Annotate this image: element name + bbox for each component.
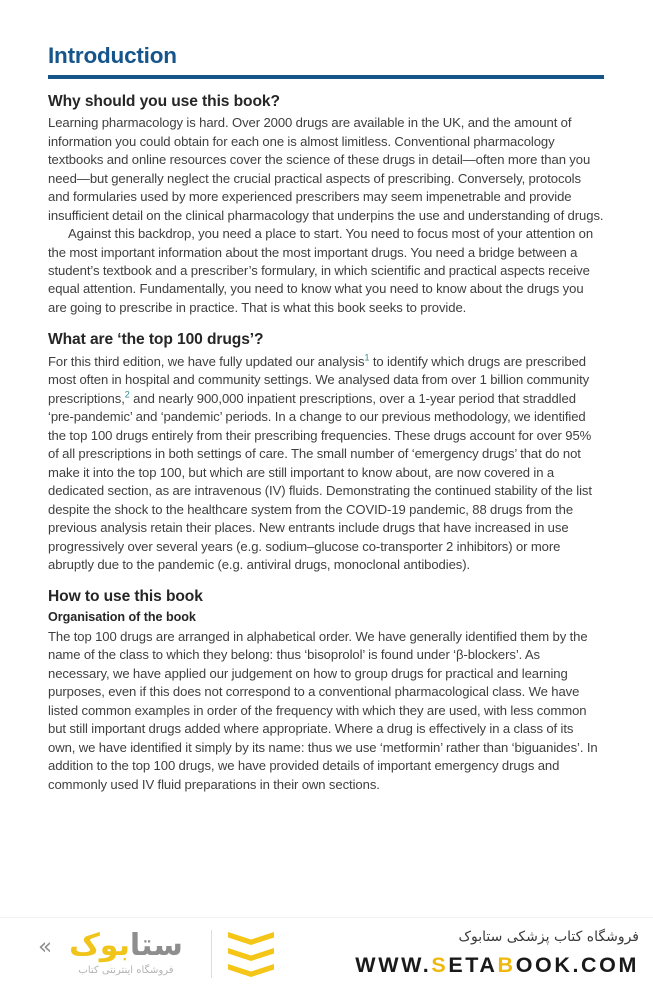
url-letters-eta: ETA — [448, 953, 498, 977]
chapter-title: Introduction — [48, 43, 177, 68]
reference-marker-2[interactable]: 2 — [124, 389, 130, 400]
url-suffix: OOK.COM — [515, 953, 639, 977]
chevron-icon-top — [228, 932, 274, 945]
logo-chevron-icon: « — [38, 934, 53, 960]
paragraph-top-100 — [48, 353, 604, 574]
chevron-icon-middle — [228, 948, 274, 961]
reference-marker-1[interactable]: 1 — [364, 352, 370, 363]
top-100-text-part-3: and nearly 900,000 inpatient prescriptions, over a 1-year period that straddled ‘pre-pandemic’ and ‘pandemic’ periods. In a change to our previous methodology, we identified the top 100 drugs entirely from their prescribing frequencies. These drugs account for over 95% of all prescriptions in both settings of care. The small number of ‘emergency drugs’ that do not make it into the top 100, but which are still important to know about, are now covered in a dedicated section, as are intravenous (IV) fluids. Demonstrating the continued stability of the list despite the shock to the healthcare system from the COVID-19 pandemic, 88 drugs from the previous analysis retain their places. New entrants include drugs that have increased in use progressively over several years (e.g. sodium–glucose co-transporter 2 inhibitors) or more abruptly due to the pandemic (e.g. antiviral drugs, monoclonal antibodies). — [48, 390, 592, 572]
url-letter-b: B — [497, 953, 516, 977]
top-100-text-part-2: to identify which drugs are prescribed most often in hospital and community settings. We analysed data from over 1 billion community prescriptions, — [48, 354, 590, 406]
paragraph-organisation: The top 100 drugs are arranged in alphabetical order. We have generally identified them by the name of the class to which they belong: thus ‘bisoprolol’ is found under ‘β-blockers’. As necessary, we have applied our judgement on how to group drugs for practical and learning purposes, even if this does not correspond to a conventional pharmacological class. We have listed common examples in order of the frequency with which they are used, with less common but still important drugs added where appropriate. Where a drug is effectively in a class of its own, we have identified it simply by its name: thus we use ‘metformin’ rather than ‘biguanides’. In addition to the top 100 drugs, we have provided details of important emergency drugs and commonly used IV fluid preparations in their own sections. — [48, 628, 598, 792]
subheading-organisation-of-the-book: Organisation of the book — [48, 610, 196, 625]
url-prefix: WWW. — [355, 953, 432, 977]
section-heading-why-use-this-book: Why should you use this book? — [48, 92, 280, 110]
top-100-text-part-1: For this third edition, we have fully updated our analysis — [48, 354, 365, 370]
page-content — [48, 44, 604, 794]
paragraph-why-use-1: Learning pharmacology is hard. Over 2000 drugs are available in the UK, and the amount of information you could obtain for each one is almost limitless. Conventional pharmacology textbooks and online resources cover the science of these drugs in detail—often more than you need—but generally neglect the crucial practical aspects of prescribing. Conversely, protocols and formularies used by more experienced prescribers may seem impenetrable and provide insufficient detail on the clinical pharmacology that underpins the use and understanding of drugs. — [48, 115, 604, 223]
section-heading-top-100-drugs: What are ‘the top 100 drugs’? — [48, 331, 264, 349]
logo-subtitle: فروشگاه اینترنتی کتاب — [78, 965, 174, 976]
footer-tagline: فروشگاه کتاب پزشکی ستابوک — [458, 929, 639, 945]
paragraph-why-use-2: Against this backdrop, you need a place to start. You need to focus most of your attention on the most important information about the most important drugs. You need a bridge between a student’s textbook and a prescriber’s formulary, in which scientific and practical aspects receive equal attention. Fundamentally, you need to know what you need to know about the drugs you are going to prescribe in practice. That is what this book seeks to provide. — [48, 226, 594, 315]
chevron-icon-bottom — [228, 964, 274, 977]
title-divider-rule — [48, 75, 604, 79]
section-heading-how-to-use-this-book: How to use this book — [48, 588, 203, 606]
footer-brand-text — [339, 926, 639, 980]
footer-watermark-bar — [0, 917, 653, 988]
logo-wordmark — [36, 928, 216, 964]
url-letter-s: S — [431, 953, 449, 977]
logo-wordmark-part-2: بوک — [69, 928, 130, 963]
setabook-logo[interactable] — [36, 924, 336, 986]
footer-website-url[interactable] — [339, 950, 639, 980]
logo-wordmark-part-1: ستا — [129, 928, 183, 963]
logo-divider — [211, 930, 212, 978]
chevron-stack-icon — [228, 932, 274, 978]
